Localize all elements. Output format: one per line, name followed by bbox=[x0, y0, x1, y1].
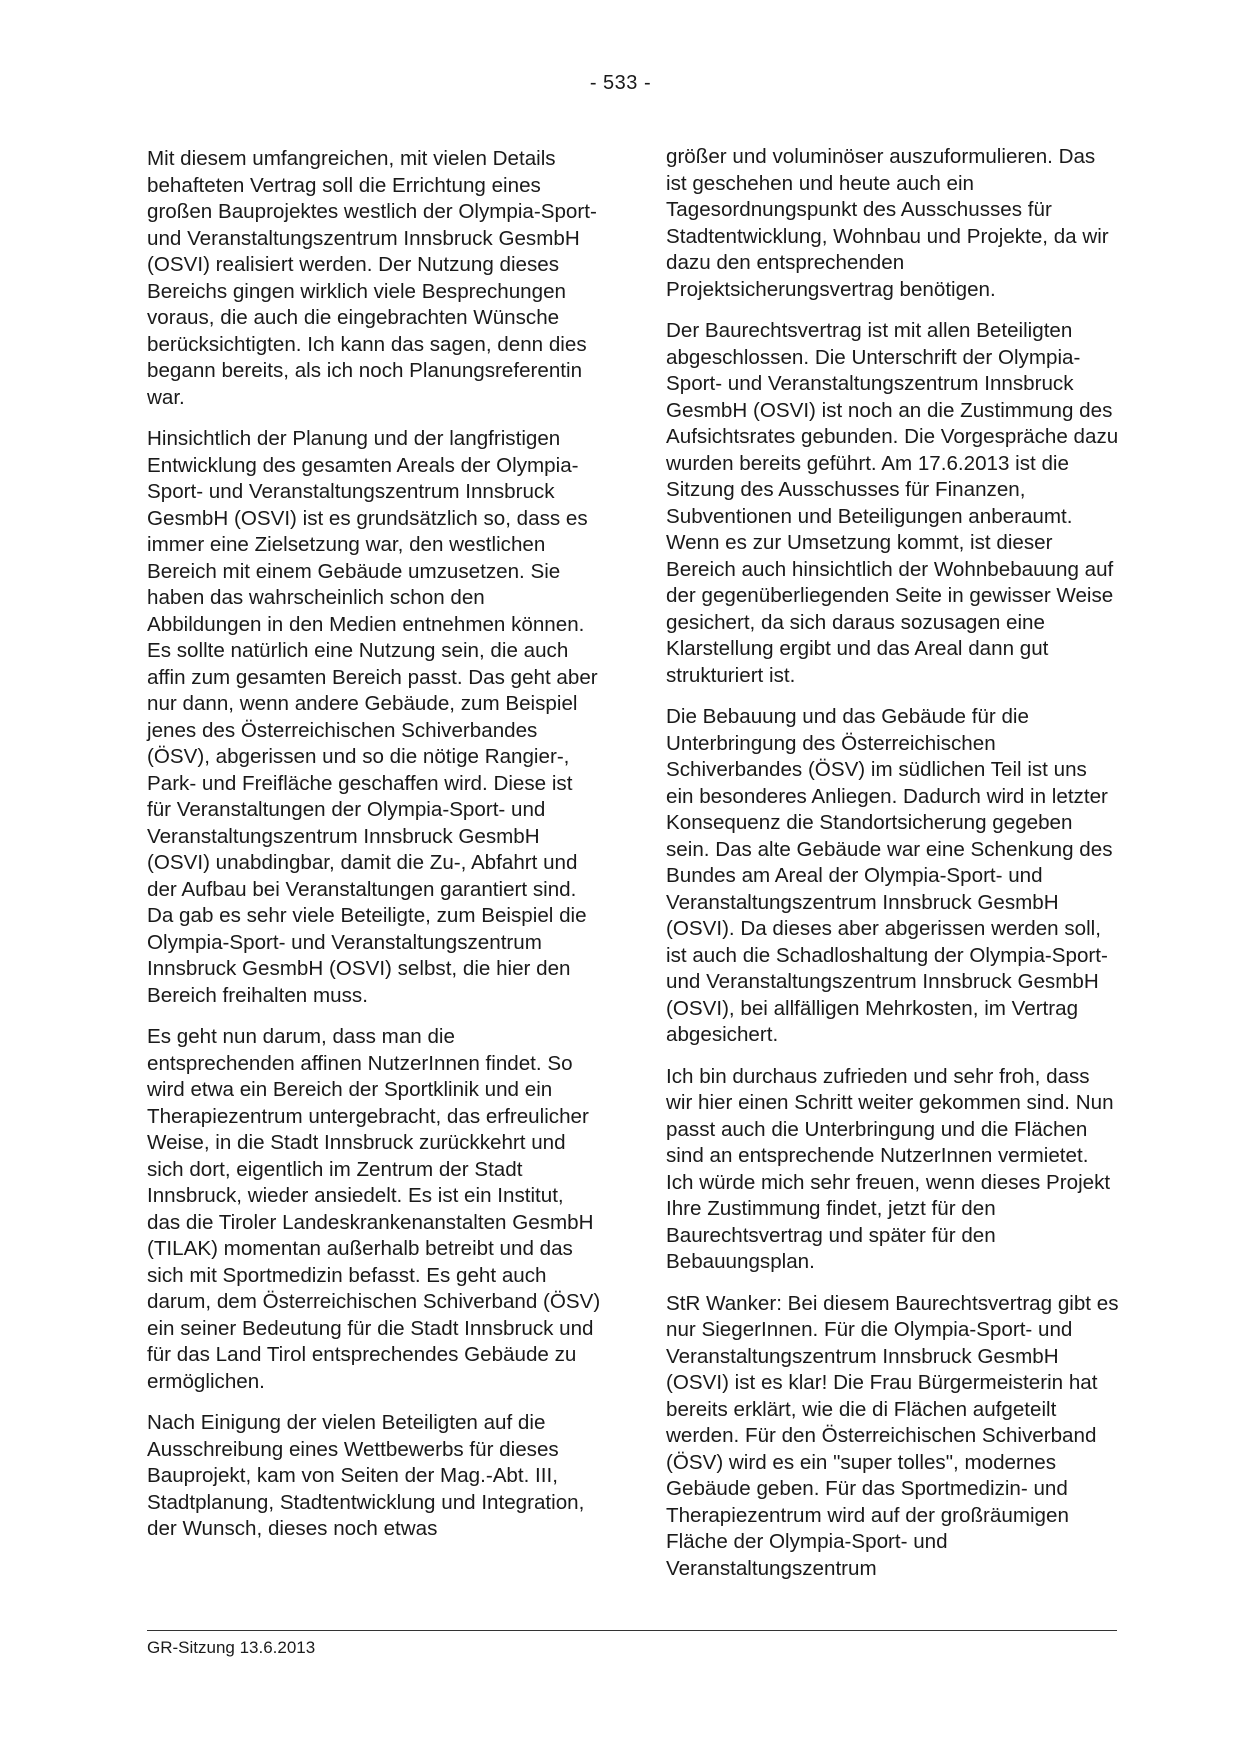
paragraph: StR Wanker: Bei diesem Baurechtsvertrag gibt es nur SiegerInnen. Für die Olympia-Sport- und Veranstaltungszentrum Innsbruck GesmbH (OSVI) ist es klar! Die Frau Bürgermeisterin hat bereits erklärt, wie die di Flächen aufgeteilt werden. Für den Österreichischen Schiverband (ÖSV) wird es ein "super tolles", modernes Gebäude geben. Für das Sportmedizin- und Therapiezentrum wird auf der großräumigen Fläche der Olympia-Sport- und Veranstaltungszentrum bbox=[666, 1291, 1119, 1580]
page-number: - 533 - bbox=[589, 72, 652, 94]
paragraph: Nach Einigung der vielen Beteiligten auf die Ausschreibung eines Wettbewerbs für dieses Bauprojekt, kam von Seiten der Mag.-Abt. III, Stadtplanung, Stadtentwicklung und Integration, der Wunsch, dieses noch etwas bbox=[147, 1411, 585, 1540]
paragraph: Der Baurechtsvertrag ist mit allen Beteiligten abgeschlossen. Die Unterschrift der Olympia-Sport- und Veranstaltungszentrum Innsbruck GesmbH (OSVI) ist noch an die Zustimmung des Aufsichtsrates gebunden. Die Vorgespräche dazu wurden bereits geführt. Am 17.6.2013 ist die Sitzung des Ausschusses für Finanzen, Subventionen und Beteiligungen anberaumt. Wenn es zur Umsetzung kommt, ist dieser Bereich auch hinsichtlich der Wohnbebauung auf der gegenüberliegenden Seite in gewisser Weise gesichert, da sich daraus sozusagen eine Klarstellung ergibt und das Areal dann gut strukturiert ist. bbox=[666, 319, 1119, 687]
footer-session-label: GR-Sitzung 13.6.2013 bbox=[147, 1638, 316, 1657]
paragraph: Hinsichtlich der Planung und der langfristigen Entwicklung des gesamten Areals der Olympia-Sport- und Veranstaltungszentrum Innsbruck GesmbH (OSVI) ist es grundsätzlich so, dass es immer eine Zielsetzung war, den westlichen Bereich mit einem Gebäude umzusetzen. Sie haben das wahrscheinlich schon den Abbildungen in den Medien entnehmen können. Es sollte natürlich eine Nutzung sein, die auch affin zum gesamten Bereich passt. Das geht aber nur dann, wenn andere Gebäude, zum Beispiel jenes des Österreichischen Schiverbandes (ÖSV), abgerissen und so die nötige Rangier-, Park- und Freifläche geschaffen wird. Diese ist für Veranstaltungen der Olympia-Sport- und Veranstaltungszentrum Innsbruck GesmbH (OSVI) unabdingbar, damit die Zu-, Abfahrt und der Aufbau bei Veranstaltungen garantiert sind. Da gab es sehr viele Beteiligte, zum Beispiel die Olympia-Sport- und Veranstaltungszentrum Innsbruck GesmbH (OSVI) selbst, die hier den Bereich freihalten muss. bbox=[147, 427, 598, 1007]
right-column bbox=[666, 144, 1120, 1597]
paragraph: Mit diesem umfangreichen, mit vielen Details behafteten Vertrag soll die Errichtung eines großen Bauprojektes westlich der Olympia-Sport- und Veranstaltungszentrum Innsbruck GesmbH (OSVI) realisiert werden. Der Nutzung dieses Bereichs gingen wirklich viele Besprechungen voraus, die auch die eingebrachten Wünsche berücksichtigten. Ich kann das sagen, denn dies begann bereits, als ich noch Planungsreferentin war. bbox=[147, 147, 597, 409]
paragraph: Die Bebauung und das Gebäude für die Unterbringung des Österreichischen Schiverbandes (ÖSV) im südlichen Teil ist uns ein besonderes Anliegen. Dadurch wird in letzter Konsequenz die Standortsicherung gegeben sein. Das alte Gebäude war eine Schenkung des Bundes am Areal der Olympia-Sport- und Veranstaltungszentrum Innsbruck GesmbH (OSVI). Da dieses aber abgerissen werden soll, ist auch die Schadloshaltung der Olympia-Sport- und Veranstaltungszentrum Innsbruck GesmbH (OSVI), bei allfälligen Mehrkosten, im Vertrag abgesichert. bbox=[666, 705, 1113, 1046]
paragraph: größer und voluminöser auszuformulieren. Das ist geschehen und heute auch ein Tagesordnungspunkt des Ausschusses für Stadtentwicklung, Wohnbau und Projekte, da wir dazu den entsprechenden Projektsicherungsvertrag benötigen. bbox=[666, 145, 1109, 301]
footer-divider bbox=[147, 1630, 1117, 1631]
left-column bbox=[147, 146, 601, 1558]
paragraph: Ich bin durchaus zufrieden und sehr froh, dass wir hier einen Schritt weiter gekommen sind. Nun passt auch die Unterbringung und die Flächen sind an entsprechende NutzerInnen vermietet. Ich würde mich sehr freuen, wenn dieses Projekt Ihre Zustimmung findet, jetzt für den Baurechtsvertrag und später für den Bebauungsplan. bbox=[666, 1064, 1114, 1273]
paragraph: Es geht nun darum, dass man die entsprechenden affinen NutzerInnen findet. So wird etwa ein Bereich der Sportklinik und ein Therapiezentrum untergebracht, das erfreulicher Weise, in die Stadt Innsbruck zurückkehrt und sich dort, eigentlich im Zentrum der Stadt Innsbruck, wieder ansiedelt. Es ist ein Institut, das die Tiroler Landeskrankenanstalten GesmbH (TILAK) momentan außerhalb betreibt und das sich mit Sportmedizin befasst. Es geht auch darum, dem Österreichischen Schiverband (ÖSV) ein seiner Bedeutung für die Stadt Innsbruck und für das Land Tirol entsprechendes Gebäude zu ermöglichen. bbox=[147, 1025, 601, 1393]
